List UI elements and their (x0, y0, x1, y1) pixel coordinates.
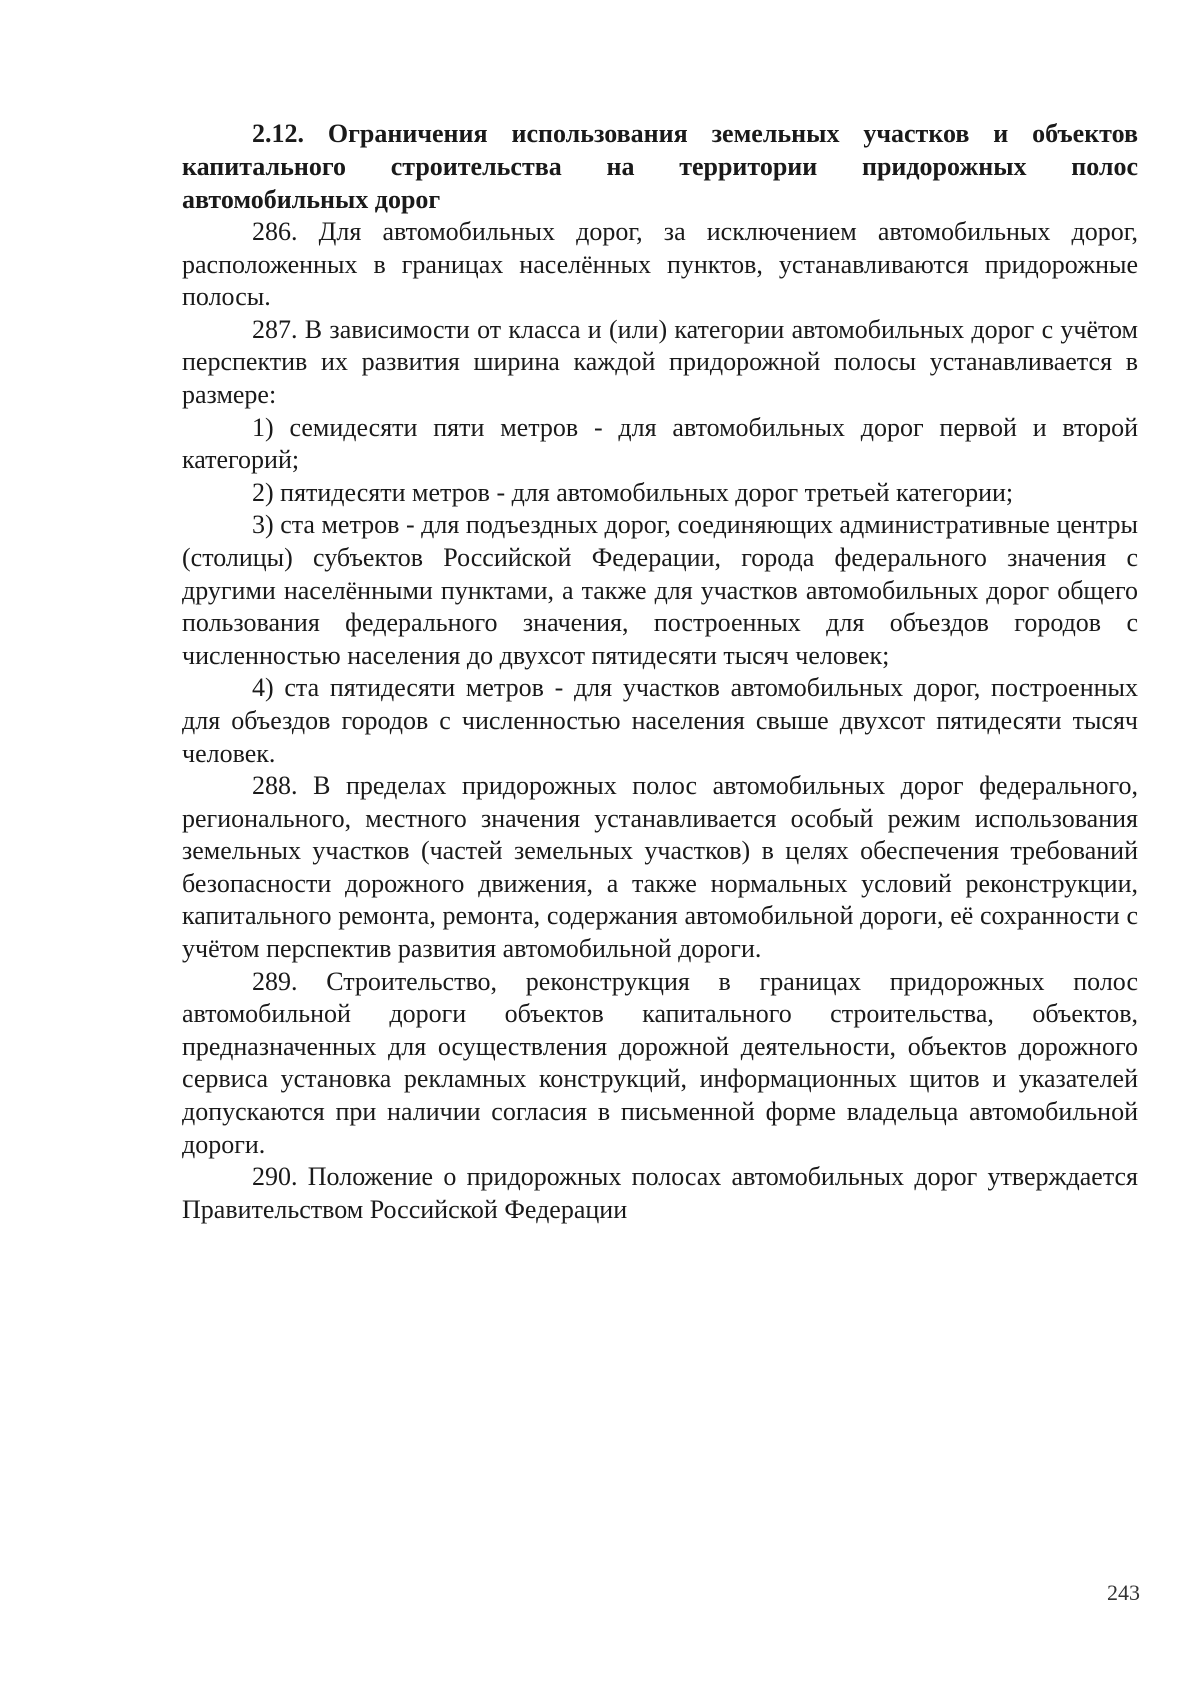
list-item-4: 4) ста пятидесяти метров - для участков автомобильных дорог, построенных для объездов городов с численностью населения свыше двухсот пятидесяти тысяч человек. (182, 673, 1138, 768)
list-item-1: 1) семидесяти пяти метров - для автомобильных дорог первой и второй категорий; (182, 412, 1138, 475)
paragraph-290: 290. Положение о придорожных полосах автомобильных дорог утверждается Правительством Российской Федерации (182, 1162, 1138, 1224)
list-item-3: 3) ста метров - для подъездных дорог, соединяющих административные центры (столицы) субъектов Российской Федерации, города федерального значения с другими населёнными пунктами, а также для участков автомобильных дорог общего пользования федерального значения, построенных для объездов городов с численностью населения до двухсот пятидесяти тысяч человек; (182, 510, 1138, 670)
paragraph-287: 287. В зависимости от класса и (или) категории автомобильных дорог с учётом перспектив их развития ширина каждой придорожной полосы устанавливается в размере: (182, 314, 1138, 409)
section-title: 2.12. Ограничения использования земельных участков и объектов капитального строительства на территории придорожных полос автомобильных дорог (182, 119, 1138, 214)
document-page (182, 117, 1138, 1226)
page-number: 243 (1107, 1580, 1140, 1605)
paragraph-286: 286. Для автомобильных дорог, за исключением автомобильных дорог, расположенных в границах населённых пунктов, устанавливаются придорожные полосы. (182, 217, 1138, 312)
paragraph-288: 288. В пределах придорожных полос автомобильных дорог федерального, регионального, местного значения устанавливается особый режим использования земельных участков (частей земельных участков) в целях обеспечения требований безопасности дорожного движения, а также нормальных условий реконструкции, капитального ремонта, ремонта, содержания автомобильной дороги, её сохранности с учётом перспектив развития автомобильной дороги. (182, 771, 1138, 964)
list-item-2: 2) пятидесяти метров - для автомобильных дорог третьей категории; (252, 477, 1014, 507)
paragraph-289: 289. Строительство, реконструкция в границах придорожных полос автомобильной дороги объектов капитального строительства, объектов, предназначенных для осуществления дорожной деятельности, объектов дорожного сервиса установка рекламных конструкций, информационных щитов и указателей допускаются при наличии согласия в письменной форме владельца автомобильной дороги. (182, 966, 1138, 1159)
